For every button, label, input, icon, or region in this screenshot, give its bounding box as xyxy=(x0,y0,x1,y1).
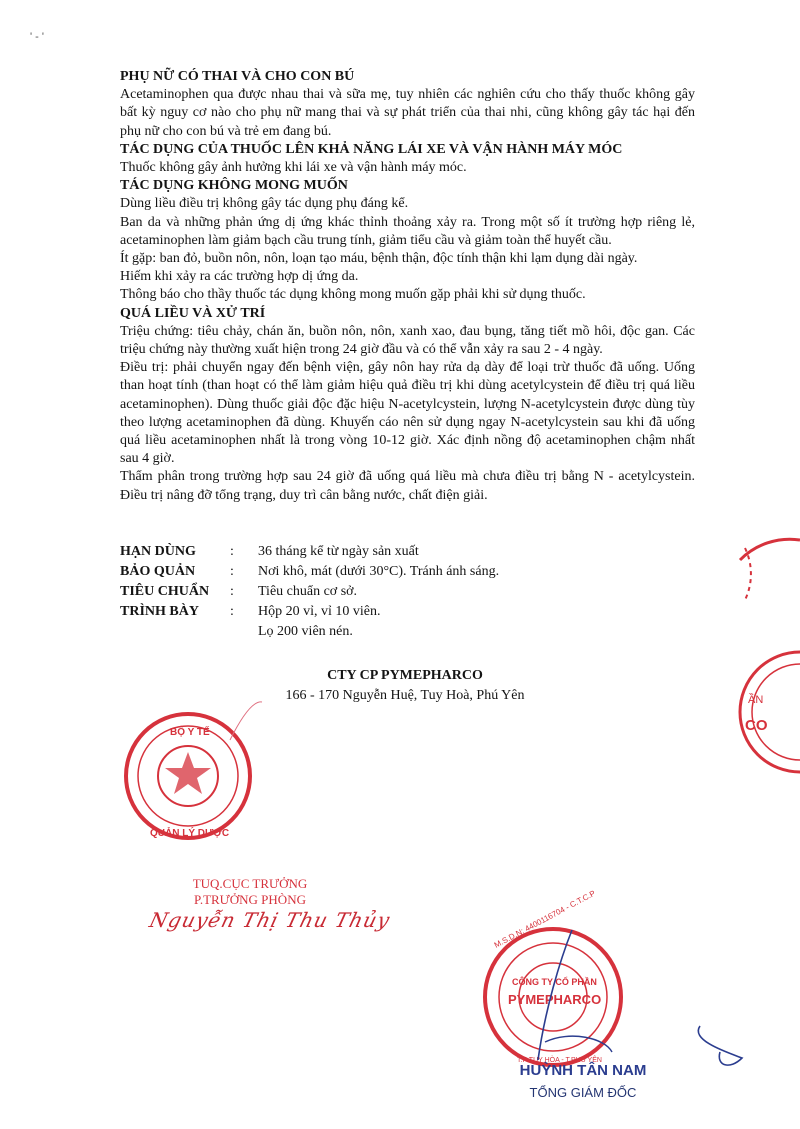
section-heading-overdose: QUÁ LIỀU VÀ XỬ TRÍ xyxy=(120,305,266,321)
spec-colon: : xyxy=(230,544,234,559)
spec-colon: : xyxy=(230,584,234,599)
product-spec-table xyxy=(120,542,600,642)
section-heading-driving: TÁC DỤNG CỦA THUỐC LÊN KHẢ NĂNG LÁI XE VÀ VẬN HÀNH MÁY MÓC xyxy=(120,141,623,157)
spec-value: Hộp 20 vỉ, vỉ 10 viên. xyxy=(258,604,381,619)
spec-label xyxy=(120,622,230,642)
left-signer-block xyxy=(150,876,350,908)
company-block xyxy=(240,666,570,706)
section-paragraph: Thuốc không gây ảnh hưởng khi lái xe và vận hành máy móc. xyxy=(120,160,467,176)
section-heading-pregnancy: PHỤ NỮ CÓ THAI VÀ CHO CON BÚ xyxy=(120,69,355,84)
section-paragraph: Ban da và những phản ứng dị ứng khác thỉnh thoảng xảy ra. Trong một số ít trường hợp riêng lẻ, acetaminophen làm giảm bạch cầu trung tính, giảm tiểu cầu và giảm toàn thể huyết cầu. xyxy=(120,214,695,248)
spec-row xyxy=(120,622,600,642)
section-paragraph: Triệu chứng: tiêu chảy, chán ăn, buồn nôn, nôn, xanh xao, đau bụng, tăng tiết mồ hôi, độc gan. Các triệu chứng này thường xuất hiện trong 24 giờ đầu và có thể vẫn xảy ra sau 2 - 4 ngày. xyxy=(120,323,695,358)
company-address: 166 - 170 Nguyễn Huệ, Tuy Hoà, Phú Yên xyxy=(285,688,525,703)
right-signer-name: HUỲNH TÂN NAM xyxy=(519,1062,647,1079)
right-seal-center-main: PYMEPHARCO xyxy=(508,992,602,1007)
left-seal-bottom-text: QUẢN LÝ DƯỢC xyxy=(150,828,230,839)
svg-text:CO: CO xyxy=(745,717,768,734)
left-signer-line2: P.TRƯỞNG PHÒNG xyxy=(194,892,306,907)
left-official-seal xyxy=(126,702,262,839)
section-heading-side-effects: TÁC DỤNG KHÔNG MONG MUỐN xyxy=(120,178,348,194)
spec-label: BẢO QUẢN xyxy=(120,564,196,579)
spec-label: TIÊU CHUẨN xyxy=(120,584,210,599)
edge-seal-fragment-upper xyxy=(740,539,800,600)
spec-colon xyxy=(230,622,258,642)
right-signer-block xyxy=(498,1062,668,1100)
section-paragraph: Hiếm khi xảy ra các trường hợp dị ứng da. xyxy=(120,269,359,285)
spec-value: Lọ 200 viên nén. xyxy=(258,624,353,639)
corner-scan-mark: ' - ' xyxy=(30,31,44,43)
spec-colon: : xyxy=(230,604,234,619)
section-paragraph: Thẩm phân trong trường hợp sau 24 giờ đã uống quá liều mà chưa điều trị bằng N - acetylcystein. Điều trị nâng đỡ tổng trạng, duy trì cân bằng nước, chất điện giải. xyxy=(120,469,695,503)
right-seal-ring-text: M.S.D.N: 4400116704 - C.T.C.P xyxy=(492,888,597,950)
svg-text:ẦN: ẦN xyxy=(748,694,764,706)
left-handwritten-signature: Nguyễn Thị Thu Thủy xyxy=(147,908,393,932)
left-seal-top-text: BỘ Y TẾ xyxy=(170,727,210,738)
section-paragraph: Ít gặp: ban đỏ, buồn nôn, nôn, loạn tạo máu, bệnh thận, độc tính thận khi lạm dụng dài ngày. xyxy=(120,251,638,267)
spec-label: TRÌNH BÀY xyxy=(120,604,199,619)
spec-row xyxy=(120,582,600,602)
spec-value: 36 tháng kể từ ngày sản xuất xyxy=(258,544,419,559)
edge-seal-fragment-middle xyxy=(740,652,800,772)
spec-value: Tiêu chuẩn cơ sở. xyxy=(258,584,358,599)
left-signer-line1: TUQ.CỤC TRƯỞNG xyxy=(192,876,308,891)
spec-value: Nơi khô, mát (dưới 30°C). Tránh ánh sáng. xyxy=(258,564,500,579)
section-paragraph: Dùng liều điều trị không gây tác dụng phụ đáng kể. xyxy=(120,196,409,212)
section-paragraph: Điều trị: phải chuyển ngay đến bệnh viện, gây nôn hay rửa dạ dày để loại trừ thuốc đã uống. Uống than hoạt tính (than hoạt có thể làm giảm hiệu quả điều trị khi dùng acetylcystein để điều trị quá liều acetaminophen). Dùng thuốc giải độc đặc hiệu N-acetylcystein, lượng N-acetylcystein được dùng tùy theo lượng acetaminophen đã dùng. Khuyến cáo nên sử dụng ngay N-acetylcystein sau khi đã uống quá liều acetaminophen nhất là trong vòng 10-12 giờ. Xác định nồng độ acetaminophen chậm nhất sau 4 giờ. xyxy=(120,360,695,467)
document-body xyxy=(120,68,695,505)
right-seal-bottom-text: T.P TUY HÒA - T.PHÚ YÊN xyxy=(517,1057,602,1064)
spec-row xyxy=(120,542,600,562)
spec-row xyxy=(120,602,600,622)
company-name: CTY CP PYMEPHARCO xyxy=(327,668,483,683)
spec-row xyxy=(120,562,600,582)
right-signer-title: TỔNG GIÁM ĐỐC xyxy=(529,1085,637,1100)
spec-colon: : xyxy=(230,564,234,579)
spec-label: HẠN DÙNG xyxy=(120,544,196,559)
section-paragraph: Thông báo cho thầy thuốc tác dụng không mong muốn gặp phải khi sử dụng thuốc. xyxy=(120,287,586,303)
section-paragraph: Acetaminophen qua được nhau thai và sữa mẹ, tuy nhiên các nghiên cứu cho thấy thuốc không gây bất kỳ nguy cơ nào cho phụ nữ mang thai và sự phát triển của thai nhi, cũng không gây tác hại đến phụ nữ cho con bú và trẻ em đang bú. xyxy=(120,87,695,139)
right-seal-center-top: CÔNG TY CỔ PHẦN xyxy=(512,977,597,987)
